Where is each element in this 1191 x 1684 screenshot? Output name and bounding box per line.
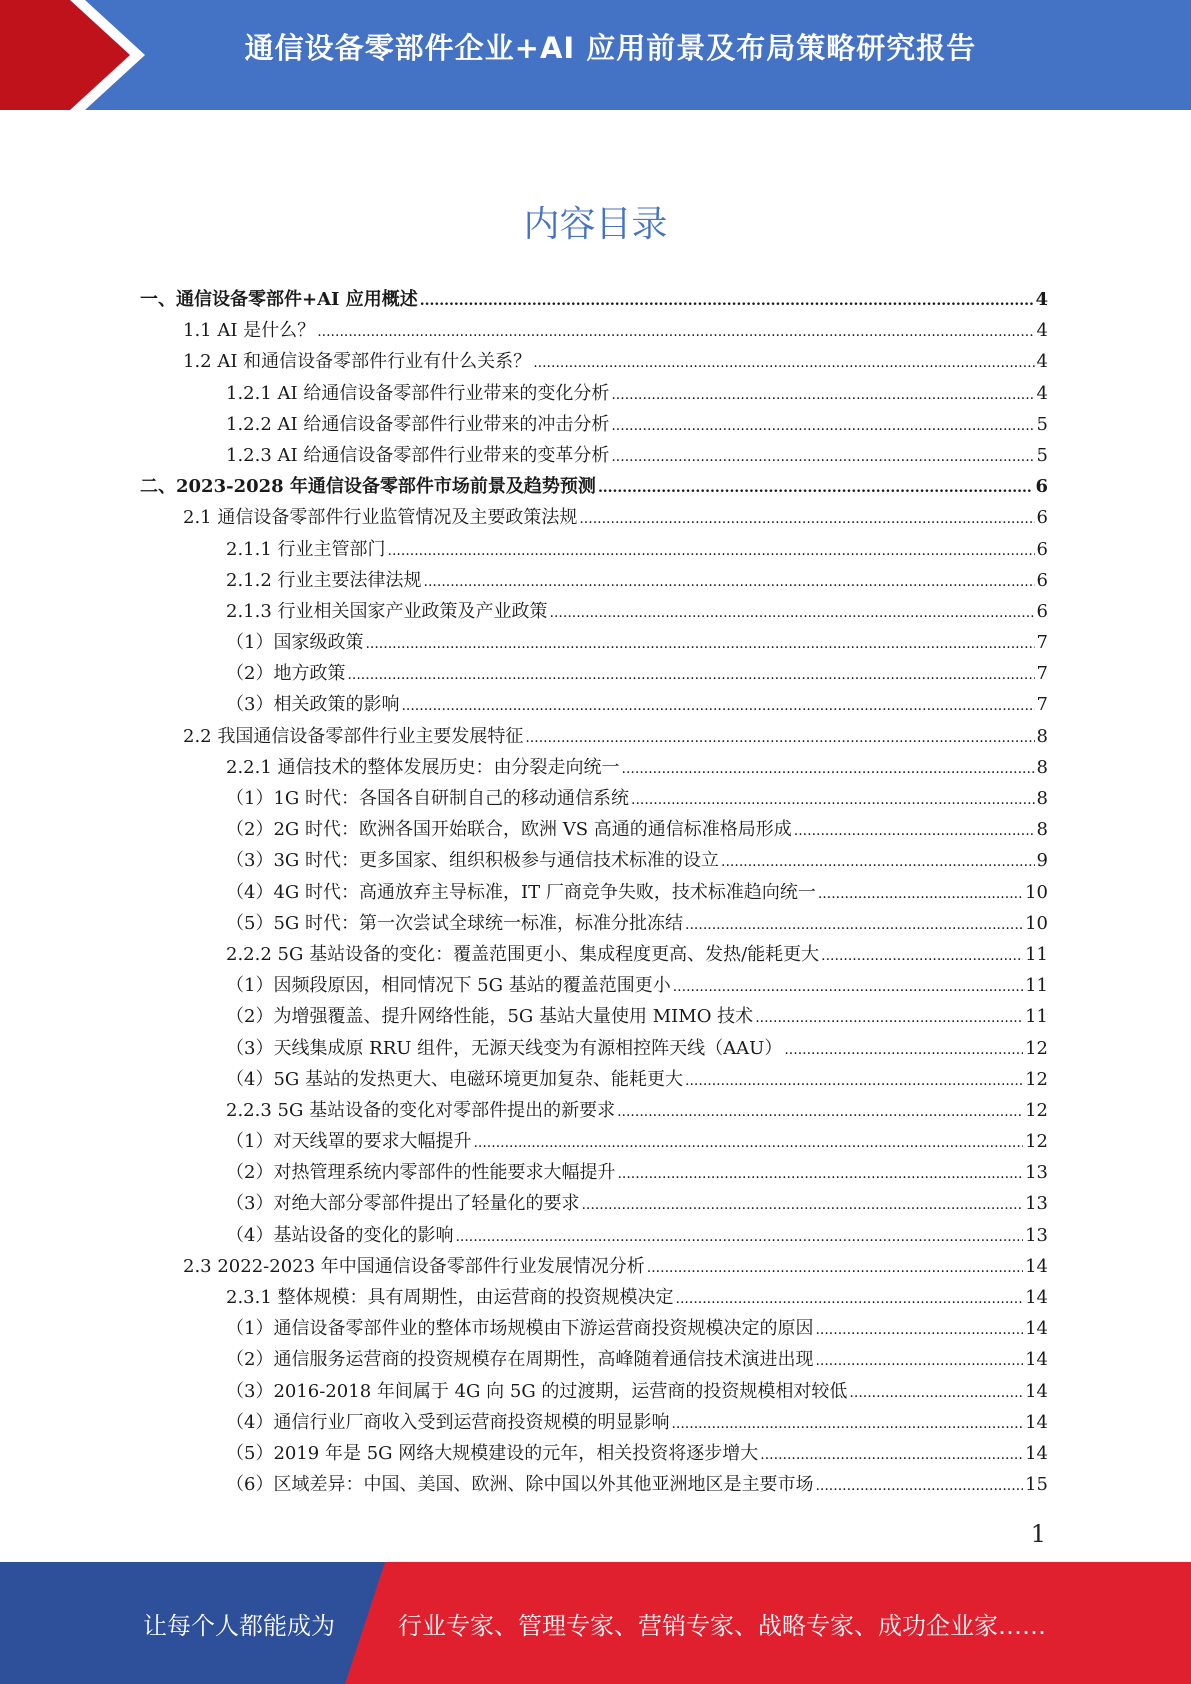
toc-entry-page: 11 bbox=[1025, 975, 1048, 997]
toc-entry-page: 7 bbox=[1036, 632, 1048, 654]
toc-entry-title: （5）5G 时代：第一次尝试全球统一标准，标准分批冻结 bbox=[226, 912, 684, 934]
toc-entry[interactable] bbox=[140, 628, 1048, 659]
toc-dot-leader bbox=[821, 944, 1023, 965]
toc-entry-page: 14 bbox=[1025, 1411, 1048, 1433]
toc-entry-title: （6）区域差异：中国、美国、欧洲、除中国以外其他亚洲地区是主要市场 bbox=[226, 1474, 814, 1496]
toc-entry[interactable] bbox=[140, 690, 1048, 721]
toc-entry[interactable] bbox=[140, 597, 1048, 628]
toc-entry-title: （3）对绝大部分零部件提出了轻量化的要求 bbox=[226, 1193, 580, 1215]
toc-entry[interactable] bbox=[140, 1345, 1048, 1376]
toc-entry-page: 6 bbox=[1035, 476, 1048, 498]
toc-dot-leader bbox=[611, 383, 1034, 404]
toc-entry-title: 一、通信设备零部件+AI 应用概述 bbox=[140, 289, 418, 310]
toc-entry-page: 12 bbox=[1025, 1099, 1048, 1121]
toc-entry-title: （5）2019 年是 5G 网络大规模建设的元年，相关投资将逐步增大 bbox=[226, 1442, 759, 1464]
toc-entry[interactable] bbox=[140, 971, 1048, 1002]
toc-entry-page: 14 bbox=[1025, 1380, 1048, 1402]
toc-dot-leader bbox=[818, 882, 1023, 903]
toc-entry-title: （2）通信服务运营商的投资规模存在周期性，高峰随着通信技术演进出现 bbox=[226, 1349, 814, 1371]
toc-entry-page: 14 bbox=[1025, 1349, 1048, 1371]
toc-entry[interactable] bbox=[140, 1002, 1048, 1033]
toc-entry-title: （1）1G 时代：各国各自研制自己的移动通信系统 bbox=[226, 788, 630, 809]
toc-dot-leader bbox=[673, 975, 1023, 996]
toc-entry-title: （1）国家级政策 bbox=[226, 632, 364, 654]
toc-entry-page: 9 bbox=[1036, 850, 1048, 872]
toc-entry-page: 11 bbox=[1025, 1006, 1048, 1028]
toc-dot-leader bbox=[401, 694, 1034, 715]
table-of-contents bbox=[140, 285, 1048, 1501]
toc-dot-leader bbox=[784, 1038, 1023, 1059]
toc-entry[interactable] bbox=[140, 1096, 1048, 1127]
toc-entry[interactable] bbox=[140, 1283, 1048, 1314]
toc-entry[interactable] bbox=[140, 1065, 1048, 1096]
toc-entry-page: 8 bbox=[1036, 725, 1048, 747]
toc-dot-leader bbox=[611, 414, 1034, 435]
toc-dot-leader bbox=[760, 1443, 1023, 1464]
toc-entry-title: （4）基站设备的变化的影响 bbox=[226, 1224, 454, 1246]
toc-entry[interactable] bbox=[140, 566, 1048, 597]
toc-entry-page: 8 bbox=[1036, 819, 1048, 841]
toc-entry-title: （3）2016-2018 年间属于 4G 向 5G 的过渡期，运营商的投资规模相对较低 bbox=[226, 1380, 848, 1402]
toc-entry[interactable] bbox=[140, 1221, 1048, 1252]
toc-entry[interactable] bbox=[140, 441, 1048, 472]
toc-dot-leader bbox=[317, 320, 1034, 341]
toc-entry[interactable] bbox=[140, 535, 1048, 566]
toc-entry[interactable] bbox=[140, 316, 1048, 347]
toc-entry-title: （4）4G 时代：高通放弃主导标准，IT 厂商竞争失败，技术标准趋向统一 bbox=[226, 881, 816, 903]
toc-entry-title: （2）对热管理系统内零部件的性能要求大幅提升 bbox=[226, 1162, 616, 1184]
toc-entry[interactable] bbox=[140, 1439, 1048, 1470]
toc-dot-leader bbox=[424, 570, 1035, 591]
toc-entry[interactable] bbox=[140, 410, 1048, 441]
toc-entry[interactable] bbox=[140, 940, 1048, 971]
toc-entry-title: 2.2.1 通信技术的整体发展历史：由分裂走向统一 bbox=[226, 756, 620, 778]
toc-entry[interactable] bbox=[140, 878, 1048, 909]
toc-entry-page: 6 bbox=[1036, 600, 1048, 622]
toc-dot-leader bbox=[849, 1381, 1023, 1402]
toc-entry-page: 6 bbox=[1036, 569, 1048, 591]
toc-entry-page: 13 bbox=[1025, 1193, 1048, 1215]
toc-entry-page: 14 bbox=[1025, 1442, 1048, 1464]
toc-entry[interactable] bbox=[140, 1314, 1048, 1345]
toc-dot-leader bbox=[685, 913, 1023, 934]
toc-entry-page: 4 bbox=[1036, 320, 1048, 342]
toc-entry[interactable] bbox=[140, 815, 1048, 846]
toc-entry-page: 11 bbox=[1025, 943, 1048, 965]
toc-dot-leader bbox=[815, 1474, 1023, 1495]
toc-entry[interactable] bbox=[140, 472, 1048, 503]
toc-heading: 内容目录 bbox=[523, 204, 668, 245]
toc-entry-page: 6 bbox=[1036, 538, 1048, 560]
toc-dot-leader bbox=[815, 1318, 1023, 1339]
toc-dot-leader bbox=[647, 1256, 1023, 1277]
toc-dot-leader bbox=[598, 476, 1034, 497]
toc-entry[interactable] bbox=[140, 1377, 1048, 1408]
toc-entry-title: 2.1.2 行业主要法律法规 bbox=[226, 569, 422, 591]
toc-dot-leader bbox=[525, 726, 1034, 747]
toc-entry-page: 14 bbox=[1025, 1287, 1048, 1308]
toc-dot-leader bbox=[420, 289, 1034, 310]
toc-entry-title: 1.2.3 AI 给通信设备零部件行业带来的变革分析 bbox=[226, 444, 610, 466]
toc-entry[interactable] bbox=[140, 285, 1048, 316]
footer-slogan-right: 行业专家、管理专家、营销专家、战略专家、成功企业家…… bbox=[398, 1612, 1046, 1640]
toc-dot-leader bbox=[631, 788, 1035, 809]
toc-entry-title: （3）天线集成原 RRU 组件，无源天线变为有源相控阵天线（AAU） bbox=[226, 1037, 783, 1059]
toc-entry-title: 2.3.1 整体规模：具有周期性，由运营商的投资规模决定 bbox=[226, 1287, 674, 1308]
toc-entry-page: 13 bbox=[1025, 1224, 1048, 1246]
toc-dot-leader bbox=[611, 445, 1034, 466]
toc-entry-page: 7 bbox=[1036, 663, 1048, 685]
toc-dot-leader bbox=[676, 1287, 1024, 1308]
toc-entry-title: 1.2 AI 和通信设备零部件行业有什么关系？ bbox=[183, 351, 532, 373]
toc-entry-title: 2.2.3 5G 基站设备的变化对零部件提出的新要求 bbox=[226, 1099, 616, 1121]
toc-entry-title: （2）为增强覆盖、提升网络性能，5G 基站大量使用 MIMO 技术 bbox=[226, 1006, 754, 1028]
toc-dot-leader bbox=[550, 601, 1035, 622]
toc-dot-leader bbox=[388, 539, 1035, 560]
toc-entry-title: 二、2023-2028 年通信设备零部件市场前景及趋势预测 bbox=[140, 476, 596, 498]
toc-dot-leader bbox=[721, 850, 1035, 871]
report-title: 通信设备零部件企业+AI 应用前景及布局策略研究报告 bbox=[244, 31, 977, 65]
toc-entry[interactable] bbox=[140, 1189, 1048, 1220]
toc-entry-title: （4）5G 基站的发热更大、电磁环境更加复杂、能耗更大 bbox=[226, 1068, 684, 1090]
toc-dot-leader bbox=[473, 1131, 1023, 1152]
toc-entry-page: 10 bbox=[1025, 912, 1048, 934]
toc-entry[interactable] bbox=[140, 1252, 1048, 1283]
toc-entry-title: 1.2.2 AI 给通信设备零部件行业带来的冲击分析 bbox=[226, 413, 610, 435]
toc-dot-leader bbox=[622, 757, 1035, 778]
toc-dot-leader bbox=[755, 1006, 1023, 1027]
toc-dot-leader bbox=[347, 663, 1034, 684]
toc-entry[interactable] bbox=[140, 1127, 1048, 1158]
toc-entry-page: 8 bbox=[1036, 788, 1048, 809]
toc-dot-leader bbox=[815, 1349, 1023, 1370]
toc-entry-page: 5 bbox=[1036, 444, 1048, 466]
toc-entry-page: 4 bbox=[1036, 351, 1048, 373]
toc-entry-title: （1）通信设备零部件业的整体市场规模由下游运营商投资规模决定的原因 bbox=[226, 1318, 814, 1340]
toc-dot-leader bbox=[533, 351, 1034, 372]
toc-entry-page: 4 bbox=[1035, 289, 1048, 310]
toc-entry-page: 8 bbox=[1036, 756, 1048, 778]
toc-entry-title: 2.3 2022-2023 年中国通信设备零部件行业发展情况分析 bbox=[183, 1255, 645, 1277]
toc-entry-title: （4）通信行业厂商收入受到运营商投资规模的明显影响 bbox=[226, 1411, 670, 1433]
toc-entry-title: 2.2 我国通信设备零部件行业主要发展特征 bbox=[183, 725, 524, 747]
toc-entry[interactable] bbox=[140, 753, 1048, 784]
toc-entry-title: （2）地方政策 bbox=[226, 663, 346, 685]
toc-entry[interactable] bbox=[140, 1470, 1048, 1501]
toc-entry[interactable] bbox=[140, 846, 1048, 877]
toc-entry-title: （3）3G 时代：更多国家、组织积极参与通信技术标准的设立 bbox=[226, 850, 720, 872]
toc-dot-leader bbox=[365, 632, 1034, 653]
toc-dot-leader bbox=[617, 1162, 1023, 1183]
toc-dot-leader bbox=[617, 1100, 1023, 1121]
toc-entry[interactable] bbox=[140, 909, 1048, 940]
header-banner bbox=[0, 0, 1191, 110]
toc-entry[interactable] bbox=[140, 659, 1048, 690]
toc-entry-title: （1）因频段原因，相同情况下 5G 基站的覆盖范围更小 bbox=[226, 975, 671, 997]
toc-entry-page: 12 bbox=[1025, 1037, 1048, 1059]
toc-entry-page: 14 bbox=[1025, 1255, 1048, 1277]
toc-entry-page: 12 bbox=[1025, 1068, 1048, 1090]
toc-entry[interactable] bbox=[140, 1408, 1048, 1439]
toc-entry-title: （1）对天线罩的要求大幅提升 bbox=[226, 1131, 472, 1153]
toc-dot-leader bbox=[685, 1069, 1023, 1090]
toc-entry[interactable] bbox=[140, 379, 1048, 410]
toc-entry-page: 10 bbox=[1025, 881, 1048, 903]
toc-dot-leader bbox=[455, 1225, 1023, 1246]
toc-entry-title: （2）2G 时代：欧洲各国开始联合，欧洲 VS 高通的通信标准格局形成 bbox=[226, 819, 792, 841]
toc-entry[interactable] bbox=[140, 1158, 1048, 1189]
footer-slogan-left: 让每个人都能成为 bbox=[143, 1612, 335, 1640]
toc-entry[interactable] bbox=[140, 503, 1048, 534]
toc-entry-title: 1.2.1 AI 给通信设备零部件行业带来的变化分析 bbox=[226, 382, 610, 404]
toc-entry-title: （3）相关政策的影响 bbox=[226, 694, 400, 716]
toc-entry-page: 13 bbox=[1025, 1162, 1048, 1184]
toc-entry-page: 5 bbox=[1036, 413, 1048, 435]
toc-entry-page: 12 bbox=[1025, 1131, 1048, 1153]
toc-entry-title: 2.2.2 5G 基站设备的变化：覆盖范围更小、集成程度更高、发热/能耗更大 bbox=[226, 943, 820, 965]
page-number: 1 bbox=[1030, 1520, 1046, 1548]
toc-entry-page: 15 bbox=[1025, 1474, 1048, 1496]
toc-entry-page: 6 bbox=[1036, 507, 1048, 529]
toc-dot-leader bbox=[671, 1412, 1023, 1433]
toc-dot-leader bbox=[794, 819, 1035, 840]
toc-entry-title: 2.1.1 行业主管部门 bbox=[226, 538, 386, 560]
toc-dot-leader bbox=[579, 507, 1034, 528]
toc-entry-page: 4 bbox=[1036, 382, 1048, 404]
toc-entry[interactable] bbox=[140, 1034, 1048, 1065]
toc-dot-leader bbox=[581, 1193, 1023, 1214]
toc-entry[interactable] bbox=[140, 722, 1048, 753]
toc-entry-title: 2.1.3 行业相关国家产业政策及产业政策 bbox=[226, 600, 548, 622]
toc-entry[interactable] bbox=[140, 347, 1048, 378]
footer-banner bbox=[0, 1562, 1191, 1684]
toc-entry-title: 2.1 通信设备零部件行业监管情况及主要政策法规 bbox=[183, 507, 578, 529]
toc-entry[interactable] bbox=[140, 784, 1048, 815]
toc-entry-page: 7 bbox=[1036, 694, 1048, 716]
toc-entry-page: 14 bbox=[1025, 1318, 1048, 1340]
toc-entry-title: 1.1 AI 是什么？ bbox=[183, 320, 316, 342]
